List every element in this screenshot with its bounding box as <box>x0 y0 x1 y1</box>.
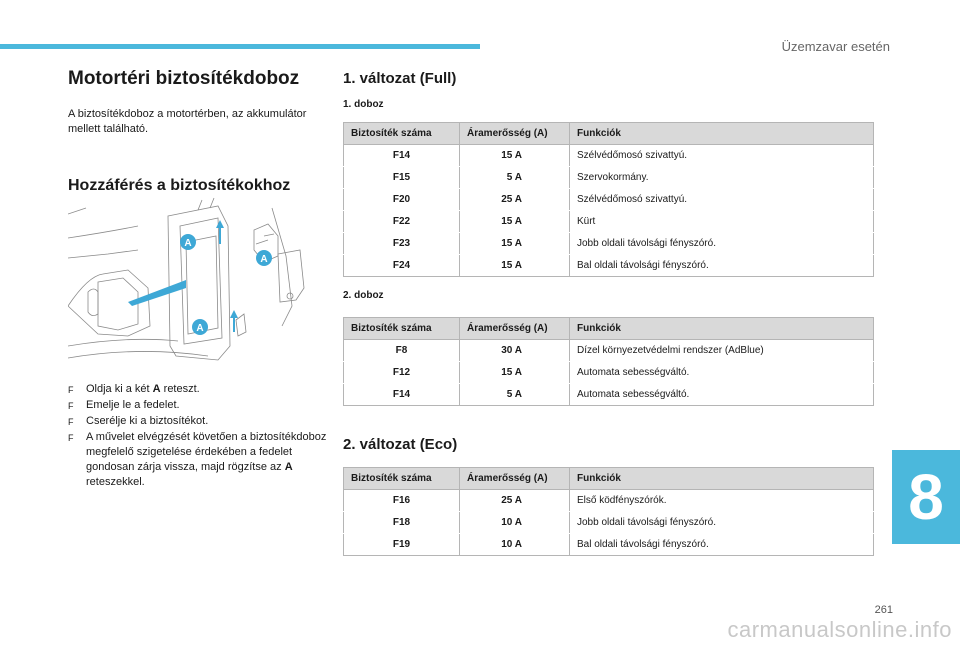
watermark: carmanualsonline.info <box>727 617 952 642</box>
fuse-function: Jobb oldali távolsági fényszóró. <box>570 512 874 534</box>
column-header: Funkciók <box>570 123 874 145</box>
latch-label-a <box>180 234 196 250</box>
table-row <box>344 512 874 534</box>
table-row <box>344 233 874 255</box>
instruction-text-part: A művelet elvégzését követően a biztosítékdoboz megfelelő szigetelése érdekében a fedelet gondosan zárja vissza, majd rögzítse az <box>86 431 327 473</box>
intro-text: A biztosítékdoboz a motortérben, az akkumulátor mellett található. <box>68 108 307 135</box>
fuse-number: F19 <box>344 534 460 556</box>
column-header: Biztosíték száma <box>344 123 460 145</box>
table-header-row <box>344 468 874 490</box>
fuse-amperage: 25 A <box>460 490 570 512</box>
instruction-item <box>68 398 330 414</box>
fuse-number: F15 <box>344 167 460 189</box>
bullet-marker: F <box>68 433 74 443</box>
page-number: 261 <box>874 604 893 616</box>
engine-bay-drawing <box>68 196 310 364</box>
table-row <box>344 211 874 233</box>
left-column <box>68 60 328 195</box>
table-row <box>344 255 874 277</box>
chapter-tab: 8 <box>892 450 960 544</box>
column-header: Biztosíték száma <box>344 468 460 490</box>
instruction-text <box>86 430 330 490</box>
bullet-marker: F <box>68 417 74 427</box>
svg-text:A: A <box>260 254 268 265</box>
latch-label-a <box>256 250 272 266</box>
instruction-text-part: reteszt. <box>160 383 200 395</box>
svg-text:A: A <box>184 238 192 249</box>
fuse-number: F23 <box>344 233 460 255</box>
fuse-function: Bal oldali távolsági fényszóró. <box>570 534 874 556</box>
fuse-amperage: 5 A <box>460 384 570 406</box>
right-column <box>343 60 875 556</box>
fuse-number: F20 <box>344 189 460 211</box>
column-header: Biztosíték száma <box>344 318 460 340</box>
fuse-number: F18 <box>344 512 460 534</box>
fuse-function: Kürt <box>570 211 874 233</box>
section-title: Üzemzavar esetén <box>781 39 890 54</box>
table-header-row <box>344 318 874 340</box>
fuse-number: F8 <box>344 340 460 362</box>
table-row <box>344 534 874 556</box>
eco-fuse-table <box>343 467 874 556</box>
fuse-amperage: 15 A <box>460 211 570 233</box>
fuse-function: Automata sebességváltó. <box>570 362 874 384</box>
table-row <box>344 167 874 189</box>
column-header: Áramerősség (A) <box>460 468 570 490</box>
table-row <box>344 340 874 362</box>
top-accent-bar <box>0 44 480 49</box>
fuse-amperage: 5 A <box>460 167 570 189</box>
column-header: Áramerősség (A) <box>460 123 570 145</box>
fuse-amperage: 30 A <box>460 340 570 362</box>
instruction-text-part: Cserélje ki a biztosítékot. <box>86 415 209 427</box>
table-row <box>344 384 874 406</box>
fuse-amperage: 10 A <box>460 512 570 534</box>
fuse-function: Szélvédőmosó szivattyú. <box>570 189 874 211</box>
instruction-text <box>86 382 200 398</box>
instruction-text-part: Emelje le a fedelet. <box>86 399 180 411</box>
fuse-function: Jobb oldali távolsági fényszóró. <box>570 233 874 255</box>
column-header: Funkciók <box>570 468 874 490</box>
box1-fuse-table <box>343 122 874 277</box>
fuse-function: Bal oldali távolsági fényszóró. <box>570 255 874 277</box>
access-heading: Hozzáférés a biztosítékokhoz <box>68 177 291 194</box>
latch-reference: A <box>152 383 161 395</box>
instruction-item <box>68 414 330 430</box>
box2-title: 2. doboz <box>343 290 384 301</box>
bullet-marker: F <box>68 385 74 395</box>
box1-title: 1. doboz <box>343 99 384 110</box>
instruction-text-part: Oldja ki a két <box>86 383 153 395</box>
fuse-amperage: 15 A <box>460 233 570 255</box>
fuse-amperage: 15 A <box>460 255 570 277</box>
table-row <box>344 145 874 167</box>
fuse-number: F16 <box>344 490 460 512</box>
fuse-function: Első ködfényszórók. <box>570 490 874 512</box>
fuse-number: F14 <box>344 145 460 167</box>
fuse-amperage: 10 A <box>460 534 570 556</box>
fuse-amperage: 25 A <box>460 189 570 211</box>
fuse-function: Szélvédőmosó szivattyú. <box>570 145 874 167</box>
fuse-number: F12 <box>344 362 460 384</box>
fuse-function: Automata sebességváltó. <box>570 384 874 406</box>
fuse-function: Dízel környezetvédelmi rendszer (AdBlue) <box>570 340 874 362</box>
instruction-item <box>68 430 330 490</box>
latch-reference: A <box>284 461 293 473</box>
page-title: Motortéri biztosítékdoboz <box>68 68 300 89</box>
fuse-amperage: 15 A <box>460 362 570 384</box>
instruction-item <box>68 382 330 398</box>
fuse-function: Szervokormány. <box>570 167 874 189</box>
table-row <box>344 362 874 384</box>
fuse-box-illustration <box>68 196 310 364</box>
instruction-text <box>86 398 180 414</box>
column-header: Áramerősség (A) <box>460 318 570 340</box>
bullet-marker: F <box>68 401 74 411</box>
latch-label-a <box>192 319 208 335</box>
svg-text:A: A <box>196 323 204 334</box>
table-row <box>344 189 874 211</box>
table-row <box>344 490 874 512</box>
instruction-text <box>86 414 208 430</box>
column-header: Funkciók <box>570 318 874 340</box>
fuse-number: F22 <box>344 211 460 233</box>
variant-eco-title: 2. változat (Eco) <box>343 436 458 453</box>
instruction-text-part: reteszekkel. <box>86 476 145 488</box>
table-header-row <box>344 123 874 145</box>
fuse-number: F14 <box>344 384 460 406</box>
instruction-list <box>68 382 330 490</box>
fuse-number: F24 <box>344 255 460 277</box>
fuse-amperage: 15 A <box>460 145 570 167</box>
variant-full-title: 1. változat (Full) <box>343 70 457 87</box>
box2-fuse-table <box>343 317 874 406</box>
